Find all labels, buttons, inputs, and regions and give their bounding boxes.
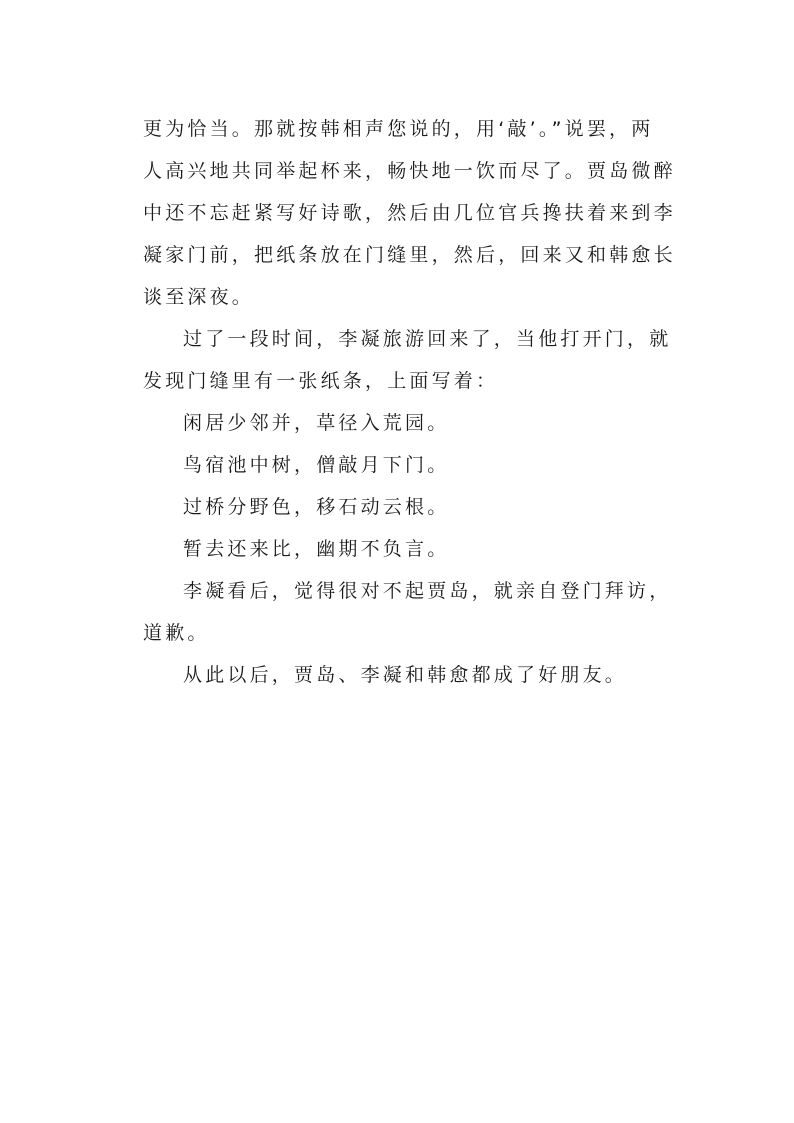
story-text bbox=[143, 108, 676, 696]
text-line: 更为恰当。那就按韩相声您说的，用‘敲’。”说罢，两 bbox=[143, 118, 654, 140]
poem-line: 暂去还来比，幽期不负言。 bbox=[183, 538, 450, 560]
poem-line: 鸟宿池中树，僧敲月下门。 bbox=[183, 454, 450, 476]
paragraph-start-line: 从此以后，贾岛、李凝和韩愈都成了好朋友。 bbox=[183, 664, 628, 686]
text-line: 人高兴地共同举起杯来，畅快地一饮而尽了。贾岛微醉 bbox=[143, 160, 676, 182]
paragraph-start-line: 李凝看后，觉得很对不起贾岛，就亲自登门拜访， bbox=[183, 580, 672, 602]
poem-line: 过桥分野色，移石动云根。 bbox=[183, 496, 450, 518]
poem-line: 闲居少邻并，草径入荒园。 bbox=[183, 412, 450, 434]
text-line: 道歉。 bbox=[143, 622, 210, 644]
text-line: 中还不忘赶紧写好诗歌，然后由几位官兵搀扶着来到李 bbox=[143, 202, 676, 224]
text-line: 谈至深夜。 bbox=[143, 286, 255, 308]
text-line: 凝家门前，把纸条放在门缝里，然后，回来又和韩愈长 bbox=[143, 244, 676, 266]
text-line: 发现门缝里有一张纸条，上面写着： bbox=[143, 370, 499, 392]
paragraph-start-line: 过了一段时间，李凝旅游回来了，当他打开门，就 bbox=[183, 328, 672, 350]
